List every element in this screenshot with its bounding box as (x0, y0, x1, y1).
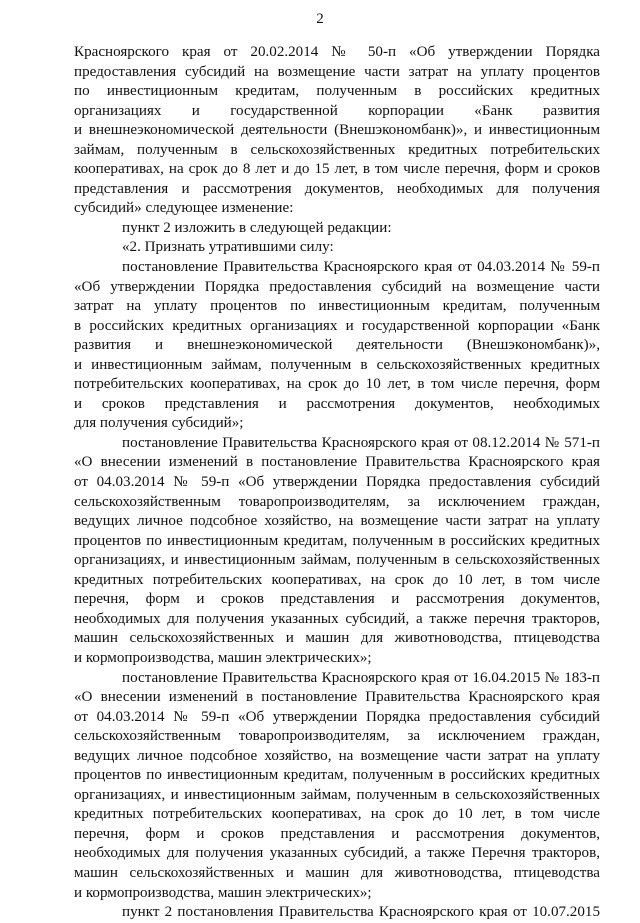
text-line: необходимых для получения указанных субсидий, а также Перечня тракторов, (74, 845, 600, 862)
text-line: организациях, и инвестиционным займам, полученным в сельскохозяйственных (74, 552, 600, 569)
text-line: необходимых для получения указанных субсидий, а также перечня тракторов, (74, 610, 600, 627)
text-line: и инвестиционным займам, полученным в сельскохозяйственных кредитных (74, 356, 600, 373)
text-line: организациях и государственной корпорации «Банк развития (74, 102, 600, 119)
text-line: кредитных потребительских кооперативах, на срок до 10 лет, в том числе (74, 571, 600, 588)
page-number: 2 (316, 11, 324, 27)
text-line: процентов по инвестиционным кредитам, полученным в российских кредитных (74, 767, 600, 784)
document-body (74, 43, 600, 923)
text-line: развития и внешнеэкономической деятельности (Внешэкономбанк)», (74, 337, 600, 354)
text-line: от 04.03.2014 № 59-п «Об утверждении Порядка предоставления субсидий (74, 708, 600, 725)
text-line: машин сельскохозяйственных и машин для животноводства, птицеводства (74, 864, 600, 881)
text-line: Красноярского края от 20.02.2014 № 50-п «Об утверждении Порядка (74, 44, 600, 60)
text-line: от 04.03.2014 № 59-п «Об утверждении Порядка предоставления субсидий (74, 474, 600, 491)
text-line: пункт 2 изложить в следующей редакции: (122, 219, 392, 236)
text-line: постановление Правительства Красноярского края от 16.04.2015 № 183-п (122, 669, 600, 686)
text-line: и внешнеэкономической деятельности (Внешэкономбанк)», и инвестиционным (74, 122, 600, 139)
text-line: «2. Признать утратившими силу: (122, 239, 334, 256)
text-line: перечня, форм и сроков представления и рассмотрения документов, (74, 825, 600, 842)
text-line: ведущих личное подсобное хозяйство, на возмещение части затрат на уплату (74, 747, 600, 764)
text-line: перечня, форм и сроков представления и рассмотрения документов, (74, 591, 600, 608)
text-line: представления и рассмотрения документов, необходимых для получения (74, 180, 600, 197)
text-line: затрат на уплату процентов по инвестиционным кредитам, полученным (74, 298, 600, 315)
text-line: сельскохозяйственным товаропроизводителям, за исключением граждан, (74, 493, 600, 510)
text-line: процентов по инвестиционным кредитам, полученным в российских кредитных (74, 532, 600, 549)
text-line: ведущих личное подсобное хозяйство, на возмещение части затрат на уплату (74, 513, 600, 530)
text-line: субсидий» следующее изменение: (74, 200, 294, 217)
text-line: и сроков представления и рассмотрения документов, необходимых (74, 395, 600, 412)
text-line: и кормопроизводства, машин электрических»; (74, 649, 372, 666)
text-line: кредитных потребительских кооперативах, на срок до 10 лет, в том числе (74, 806, 600, 823)
text-line: кооперативах, на срок до 8 лет и до 15 лет, в том числе перечня, форм и сроков (74, 161, 600, 178)
text-line: организациях, и инвестиционным займам, полученным в сельскохозяйственных (74, 786, 600, 803)
text-line: по инвестиционным кредитам, полученным в российских кредитных (74, 83, 600, 100)
text-line: «О внесении изменений в постановление Правительства Красноярского края (74, 689, 600, 706)
text-line: машин сельскохозяйственных и машин для животноводства, птицеводства (74, 630, 600, 647)
text-line: постановление Правительства Красноярского края от 08.12.2014 № 571-п (122, 434, 600, 451)
text-line: и кормопроизводства, машин электрических»; (74, 884, 372, 901)
text-line: потребительских кооперативах, на срок до 10 лет, в том числе перечня, форм (74, 376, 600, 393)
text-line: пункт 2 постановления Правительства Красноярского края от 10.07.2015 (122, 904, 600, 921)
text-line: для получения субсидий»; (74, 415, 244, 432)
text-line: «Об утверждении Порядка предоставления субсидий на возмещение части (74, 278, 600, 295)
text-line: сельскохозяйственным товаропроизводителям, за исключением граждан, (74, 728, 600, 745)
text-line: предоставления субсидий на возмещение части затрат на уплату процентов (74, 63, 600, 80)
text-line: в российских кредитных организациях и государственной корпорации «Банк (74, 317, 600, 334)
text-line: «О внесении изменений в постановление Правительства Красноярского края (74, 454, 600, 471)
text-line: постановление Правительства Красноярского края от 04.03.2014 № 59-п (122, 259, 600, 276)
text-line: займам, полученным в сельскохозяйственных кредитных потребительских (74, 141, 600, 158)
